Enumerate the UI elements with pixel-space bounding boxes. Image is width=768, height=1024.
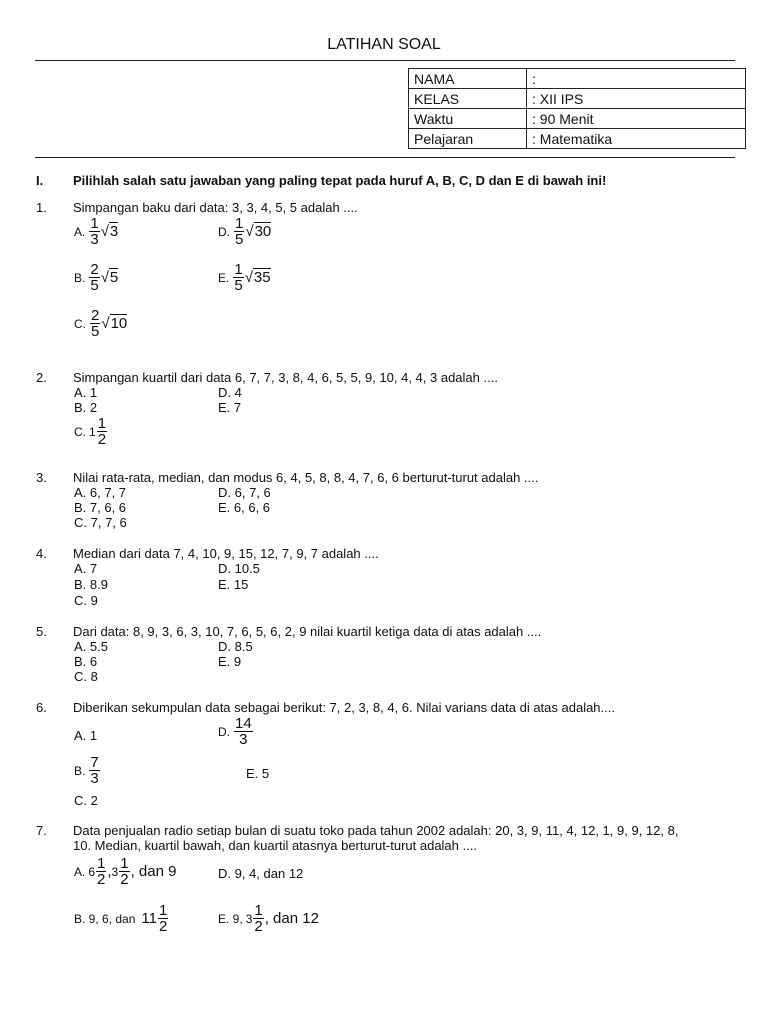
option-e: E. 5 [246,766,270,781]
option-b: B. $\frac{7}{3}$ [74,754,99,788]
option-e: E. 7 [218,400,242,415]
question-text: Diberikan sekumpulan data sebagai berikut: 7, 2, 3, 8, 4, 6. Nilai varians data di atas adalah.... [73,700,615,715]
option-c: C. $\frac{2}{5}$ √10 [74,307,128,341]
info-label: Waktu [409,109,527,129]
section-number: I. [36,173,44,188]
question-number: 6. [36,700,47,715]
section-instruction: Pilihlah salah satu jawaban yang paling tepat pada huruf A, B, C, D dan E di bawah ini! [73,173,607,188]
option-a: A. 1 [74,728,98,743]
info-label: KELAS [409,89,527,109]
page-title: LATIHAN SOAL [327,36,441,53]
option-d: D. $\frac{14}{3}$ [218,715,252,749]
question-text: Simpangan baku dari data: 3, 3, 4, 5, 5 adalah .... [73,200,358,215]
info-value: : [527,69,746,89]
option-e: E. 6, 6, 6 [218,500,271,515]
question-number: 7. [36,823,47,838]
option-d: D. $\frac{1}{5}$ √30 [218,215,272,249]
option-e: E. 9, 3 $\frac{1}{2}$ , dan 12 [218,902,319,936]
option-d: D. 8.5 [218,639,253,654]
top-divider [35,60,735,61]
question-text: Nilai rata-rata, median, dan modus 6, 4, 5, 8, 8, 4, 7, 6, 6 berturut-turut adalah .... [73,470,539,485]
option-b: B. 9, 6, dan 11 $\frac{1}{2}$ [74,902,168,936]
option-b: B. 2 [74,400,98,415]
question-number: 3. [36,470,47,485]
option-e: E. 9 [218,654,242,669]
option-e: E. 15 [218,577,249,592]
option-c: C. 7, 7, 6 [74,515,127,530]
question-number: 4. [36,546,47,561]
info-row-kelas [409,89,746,109]
option-d: D. 4 [218,385,242,400]
info-label: NAMA [409,69,527,89]
option-c: C. 9 [74,593,98,608]
option-a: A. 5.5 [74,639,108,654]
question-number: 2. [36,370,47,385]
question-text: Simpangan kuartil dari data 6, 7, 7, 3, 8, 4, 6, 5, 5, 9, 10, 4, 4, 3 adalah .... [73,370,498,385]
option-a: A. $\frac{1}{3}$ √3 [74,215,119,249]
info-row-waktu [409,109,746,129]
option-c: C. 2 [74,793,98,808]
info-row-pelajaran [409,129,746,149]
info-value: : Matematika [527,129,746,149]
question-text: Median dari data 7, 4, 10, 9, 15, 12, 7, 9, 7 adalah .... [73,546,379,561]
option-a: A. 7 [74,561,98,576]
info-value: : XII IPS [527,89,746,109]
question-number: 5. [36,624,47,639]
option-d: D. 10.5 [218,561,260,576]
info-label: Pelajaran [409,129,527,149]
option-d: D. 6, 7, 6 [218,485,271,500]
header-divider [35,157,735,158]
info-value: : 90 Menit [527,109,746,129]
student-info-table [408,68,746,149]
option-a: A. 1 [74,385,98,400]
option-c: C. 8 [74,669,98,684]
info-row-nama [409,69,746,89]
option-e: E. $\frac{1}{5}$ √35 [218,261,271,295]
question-text-line1: Data penjualan radio setiap bulan di suatu toko pada tahun 2002 adalah: 20, 3, 9, 11, 4, 12, 1, 9, 9, 12, 8, [73,823,679,838]
question-text-line2: 10. Median, kuartil bawah, dan kuartil atasnya berturut-turut adalah .... [73,838,477,853]
option-a: A. 6 $\frac{1}{2}$ , 3 $\frac{1}{2}$ , dan 9 [74,855,177,889]
question-number: 1. [36,200,47,215]
option-b: B. 6 [74,654,98,669]
option-d: D. 9, 4, dan 12 [218,866,304,881]
option-b: B. 7, 6, 6 [74,500,127,515]
option-b: B. 8.9 [74,577,108,592]
question-text: Dari data: 8, 9, 3, 6, 3, 10, 7, 6, 5, 6, 2, 9 nilai kuartil ketiga data di atas adalah .... [73,624,542,639]
option-a: A. 6, 7, 7 [74,485,127,500]
option-b: B. $\frac{2}{5}$ √5 [74,261,119,295]
option-c: C. 1 $\frac{1}{2}$ [74,415,107,449]
